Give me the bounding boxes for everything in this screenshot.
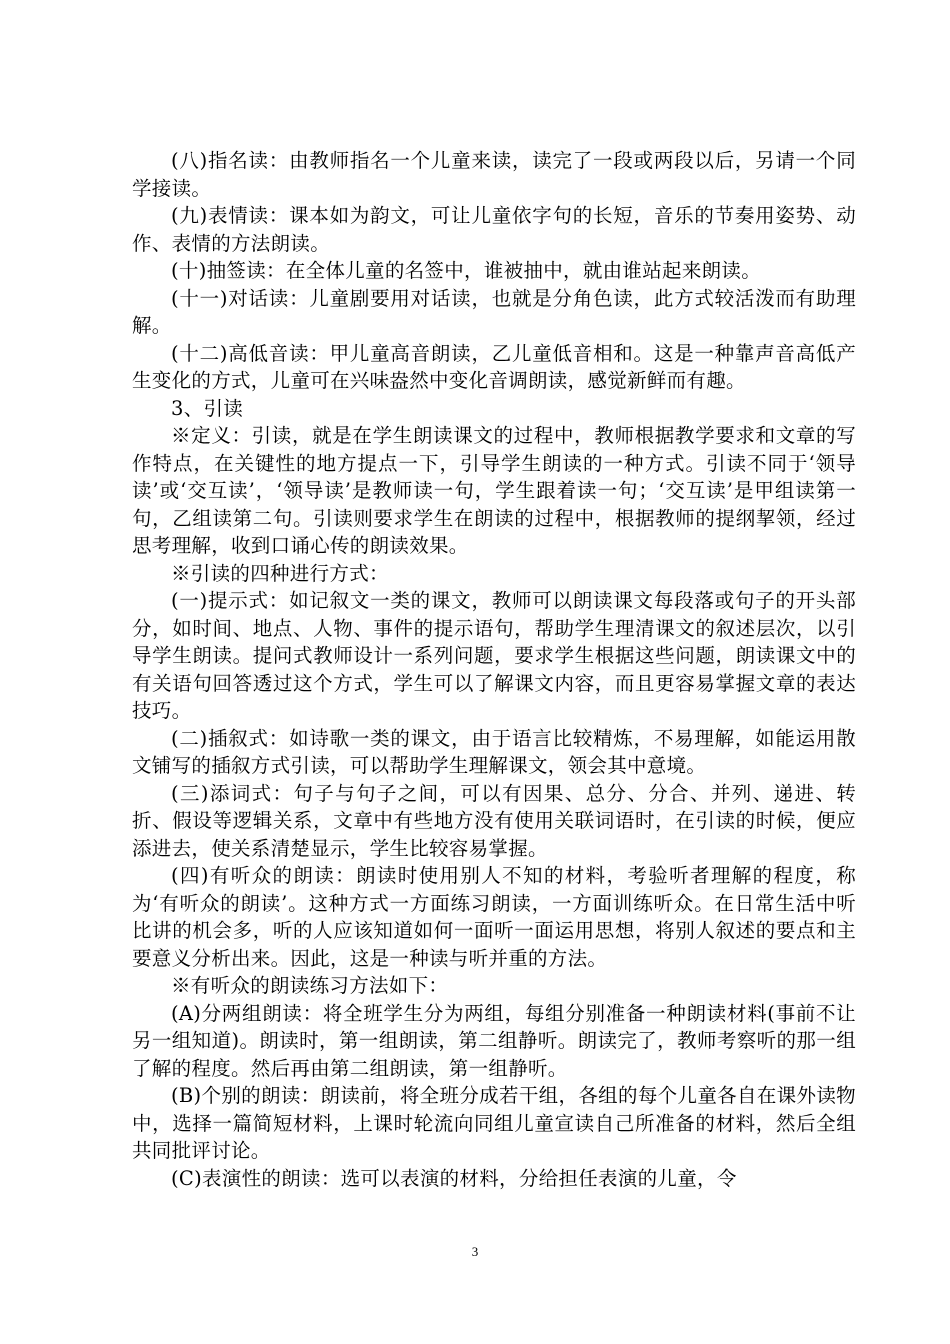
paragraph-10-chouqiandu: (十)抽签读：在全体儿童的名签中，谁被抽中，就由谁站起来朗读。 bbox=[171, 259, 762, 282]
section-heading-yindu: 3、引读 bbox=[171, 396, 244, 420]
page-number: 3 bbox=[471, 1244, 479, 1259]
paragraph-12-gaodiyindu: (十二)高低音读：甲儿童高音朗读，乙儿童低音相和。这是一种靠声音高低产生变化的方式，儿童可在兴味盎然中变化音调朗读，感觉新鲜而有趣。 bbox=[132, 341, 856, 392]
paragraph-practice-heading: ※有听众的朗读练习方法如下： bbox=[171, 974, 449, 997]
paragraph-practice-a: (A)分两组朗读：将全班学生分为两组，每组分别准备一种朗读材料(事前不让另一组知道)。朗读时，第一组朗读，第二组静听。朗读完了，教师考察听的那一组了解的程度。然后再由第二组朗读，第一组静听。 bbox=[132, 1001, 856, 1080]
paragraph-method-4-tingzhong: (四)有听众的朗读：朗读时使用别人不知的材料，考验听者理解的程度，称为‘有听众的朗读’。这种方式一方面练习朗读，一方面训练听众。在日常生活中听比讲的机会多，听的人应该知道如何一面听一面运用思想，将别人叙述的要点和主要意义分析出来。因此，这是一种读与听并重的方法。 bbox=[132, 864, 856, 970]
paragraph-definition: ※定义：引读，就是在学生朗读课文的过程中，教师根据教学要求和文章的写作特点，在关键性的地方提点一下，引导学生朗读的一种方式。引读不同于‘领导读’或‘交互读’，‘领导读’是教师读一句，学生跟着读一句；‘交互读’是甲组读第一句，乙组读第二句。引读则要求学生在朗读的过程中，根据教师的提纲挈领，经过思考理解，收到口诵心传的朗读效果。 bbox=[132, 424, 856, 557]
paragraph-method-1-tishi: (一)提示式：如记叙文一类的课文，教师可以朗读课文每段落或句子的开头部分，如时间、地点、人物、事件的提示语句，帮助学生理清课文的叙述层次，以引导学生朗读。提问式教师设计一系列问题，要求学生根据这些问题，朗读课文中的有关语句回答透过这个方式，学生可以了解课文内容，而且更容易掌握文章的表达技巧。 bbox=[132, 589, 856, 722]
paragraph-method-3-tianci: (三)添词式：句子与句子之间，可以有因果、总分、分合、并列、递进、转折、假设等逻辑关系，文章中有些地方没有使用关联词语时，在引读的时候，便应添进去，使关系清楚显示，学生比较容易掌握。 bbox=[132, 781, 856, 860]
paragraph-practice-b: (B)个别的朗读：朗读前，将全班分成若干组，各组的每个儿童各自在课外读物中，选择一篇简短材料，上课时轮流向同组儿童宣读自己所准备的材料，然后全组共同批评讨论。 bbox=[132, 1084, 856, 1162]
document-body bbox=[132, 147, 856, 1192]
paragraph-11-duihuadu: (十一)对话读：儿童剧要用对话读，也就是分角色读，此方式较活泼而有助理解。 bbox=[132, 286, 856, 337]
paragraph-8-zhimingdu: (八)指名读：由教师指名一个儿童来读，读完了一段或两段以后，另请一个同学接读。 bbox=[132, 149, 856, 200]
paragraph-four-methods-heading: ※引读的四种进行方式： bbox=[171, 561, 389, 585]
paragraph-9-biaoqingdu: (九)表情读：课本如为韵文，可让儿童依字句的长短，音乐的节奏用姿势、动作、表情的方法朗读。 bbox=[132, 204, 856, 255]
paragraph-method-2-chaxu: (二)插叙式：如诗歌一类的课文，由于语言比较精炼，不易理解，如能运用散文铺写的插叙方式引读，可以帮助学生理解课文，领会其中意境。 bbox=[132, 726, 856, 777]
paragraph-practice-c: (C)表演性的朗读：选可以表演的材料，分给担任表演的儿童，令 bbox=[171, 1166, 737, 1190]
